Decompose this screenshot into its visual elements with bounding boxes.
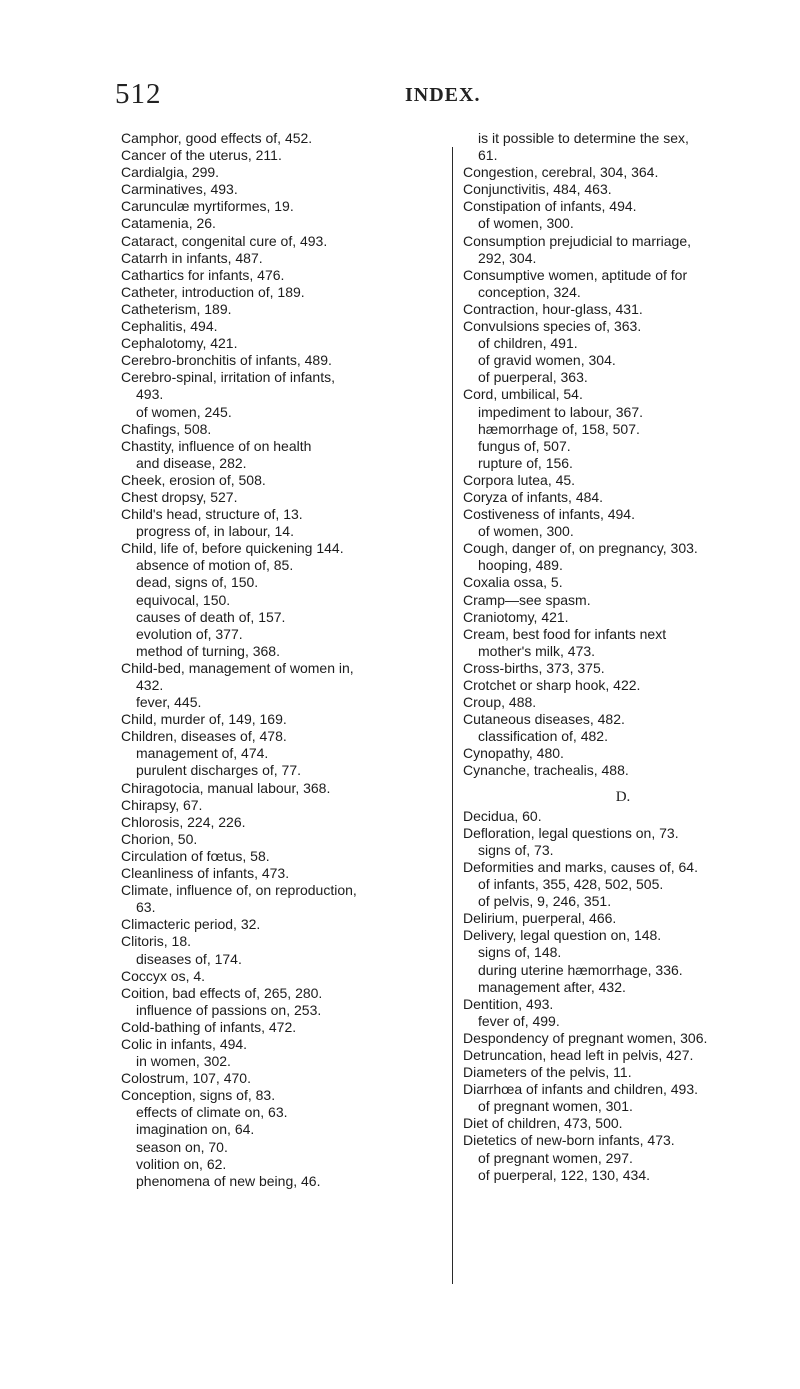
index-entry: Cardialgia, 299. (121, 164, 220, 181)
index-entry-continuation: 63. (136, 899, 156, 916)
index-subentry: fever, 445. (136, 694, 202, 711)
index-entry: Carunculæ myrtiformes, 19. (121, 198, 294, 215)
index-subentry: volition on, 62. (136, 1155, 227, 1172)
index-entry: Climacteric period, 32. (121, 916, 261, 933)
index-subentry: is it possible to determine the sex, (478, 130, 689, 146)
index-entry: Coxalia ossa, 5. (463, 574, 563, 591)
index-entry: Cross-births, 373, 375. (463, 659, 605, 676)
index-subentry: of children, 491. (478, 335, 578, 352)
index-entry: Consumption prejudicial to marriage, (463, 232, 691, 249)
index-entry: Delirium, puerperal, 466. (463, 910, 617, 927)
index-entry: Catheter, introduction of, 189. (121, 283, 305, 300)
index-entry: Cerebro-spinal, irritation of infants, (121, 369, 335, 386)
running-title: INDEX. (405, 84, 481, 106)
index-entry-continuation: and disease, 282. (136, 454, 247, 471)
index-entry: Convulsions species of, 363. (463, 318, 642, 335)
index-entry: Chiragotocia, manual labour, 368. (121, 779, 331, 796)
index-subentry: absence of motion of, 85. (136, 557, 294, 574)
index-subentry: equivocal, 150. (136, 591, 231, 608)
index-entry-continuation: conception, 324. (478, 283, 581, 300)
index-subentry: evolution of, 377. (136, 625, 243, 642)
index-entry: Colic in infants, 494. (121, 1035, 248, 1052)
index-entry: Chorion, 50. (121, 830, 198, 847)
index-subentry: of pregnant women, 301. (478, 1098, 633, 1115)
section-letter-heading: D. (615, 788, 631, 805)
index-entry: Dietetics of new-born infants, 473. (463, 1132, 675, 1149)
page-header (0, 78, 800, 118)
index-entry: Child, life of, before quickening 144. (121, 540, 344, 557)
index-entry-continuation: mother's milk, 473. (478, 642, 596, 659)
index-subentry: fever of, 499. (478, 1012, 560, 1029)
index-entry: Catarrh in infants, 487. (121, 249, 263, 266)
index-entry: Dentition, 493. (463, 995, 554, 1012)
index-subentry: purulent discharges of, 77. (136, 762, 301, 779)
index-subentry: of pelvis, 9, 246, 351. (478, 893, 612, 910)
index-subentry: rupture of, 156. (478, 454, 573, 471)
index-subentry: hooping, 489. (478, 557, 563, 574)
index-entry: Delivery, legal question on, 148. (463, 927, 662, 944)
index-entry: Cerebro-bronchitis of infants, 489. (121, 352, 332, 369)
index-entry: Cough, danger of, on pregnancy, 303. (463, 540, 698, 557)
index-entry: Circulation of fœtus, 58. (121, 847, 270, 864)
index-subentry: management of, 474. (136, 745, 269, 762)
index-subentry: dead, signs of, 150. (136, 574, 259, 591)
index-entry: Cold-bathing of infants, 472. (121, 1018, 297, 1035)
index-entry: Cynanche, trachealis, 488. (463, 762, 629, 779)
index-entry: Despondency of pregnant women, 306. (463, 1029, 708, 1046)
index-entry: Catheterism, 189. (121, 300, 232, 317)
index-entry: Carminatives, 493. (121, 181, 238, 198)
index-subentry: signs of, 73. (478, 841, 554, 858)
index-entry-continuation: 292, 304. (478, 249, 537, 266)
index-subentry: imagination on, 64. (136, 1121, 255, 1138)
index-subentry: of women, 300. (478, 523, 574, 540)
index-subentry: signs of, 148. (478, 944, 562, 961)
index-entry: Cynopathy, 480. (463, 745, 564, 762)
index-entry: Coition, bad effects of, 265, 280. (121, 984, 323, 1001)
index-entry: Crotchet or sharp hook, 422. (463, 677, 641, 693)
index-subentry: season on, 70. (136, 1138, 228, 1155)
index-entry: Child's head, structure of, 13. (121, 506, 303, 523)
index-entry: Chirapsy, 67. (121, 796, 203, 813)
index-entry: Child, murder of, 149, 169. (121, 711, 287, 728)
index-entry: Chastity, influence of on health (121, 437, 312, 454)
index-entry: Coccyx os, 4. (121, 967, 206, 984)
index-subentry: during uterine hæmorrhage, 336. (478, 961, 683, 978)
index-entry: Children, diseases of, 478. (121, 728, 287, 745)
index-entry: Craniotomy, 421. (463, 608, 569, 625)
index-subentry: impediment to labour, 367. (478, 403, 643, 420)
index-entry: Cutaneous diseases, 482. (463, 711, 625, 728)
index-entry: Conjunctivitis, 484, 463. (463, 181, 612, 198)
index-entry: Cathartics for infants, 476. (121, 266, 285, 283)
column-divider (452, 147, 453, 1284)
index-entry: Catamenia, 26. (121, 215, 216, 232)
index-entry: Cephalotomy, 421. (121, 335, 238, 352)
index-subentry: of puerperal, 363. (478, 369, 588, 386)
index-subentry: fungus of, 507. (478, 437, 571, 454)
index-subentry: 61. (478, 147, 498, 164)
index-entry: Cancer of the uterus, 211. (121, 147, 282, 164)
index-entry: Consumptive women, aptitude of for (463, 266, 688, 283)
index-entry: Cheek, erosion of, 508. (121, 471, 266, 488)
index-entry: Detruncation, head left in pelvis, 427. (463, 1046, 694, 1063)
index-entry: Croup, 488. (463, 694, 537, 711)
index-subentry: hæmorrhage of, 158, 507. (478, 420, 640, 437)
index-entry: Colostrum, 107, 470. (121, 1070, 251, 1087)
index-entry: Chafings, 508. (121, 420, 212, 437)
index-entry: Chest dropsy, 527. (121, 488, 238, 505)
index-subentry: progress of, in labour, 14. (136, 523, 294, 540)
index-entry: Diarrhœa of infants and children, 493. (463, 1081, 699, 1098)
index-subentry: phenomena of new being, 46. (136, 1172, 321, 1189)
index-entry: Decidua, 60. (463, 807, 542, 824)
index-entry: Cream, best food for infants next (463, 625, 667, 642)
index-entry: Conception, signs of, 83. (121, 1087, 276, 1104)
right-index-column (463, 130, 783, 1184)
index-subentry: of women, 245. (136, 403, 232, 420)
index-subentry: classification of, 482. (478, 728, 608, 745)
index-entry: Climate, influence of, on reproduction, (121, 882, 357, 899)
page-number: 512 (115, 78, 162, 110)
index-subentry: causes of death of, 157. (136, 608, 286, 625)
index-entry: Diameters of the pelvis, 11. (463, 1064, 632, 1081)
index-entry: Defloration, legal questions on, 73. (463, 824, 679, 841)
index-subentry: in women, 302. (136, 1053, 231, 1070)
index-entry: Constipation of infants, 494. (463, 198, 637, 215)
index-subentry: of infants, 355, 428, 502, 505. (478, 876, 664, 893)
index-entry: Diet of children, 473, 500. (463, 1115, 623, 1132)
index-entry: Chlorosis, 224, 226. (121, 813, 246, 830)
index-entry: Clitoris, 18. (121, 933, 192, 950)
index-entry: Deformities and marks, causes of, 64. (463, 858, 698, 875)
index-entry: Congestion, cerebral, 304, 364. (463, 164, 659, 181)
index-subentry: of gravid women, 304. (478, 352, 616, 369)
index-entry-continuation: 432. (136, 677, 164, 693)
index-subentry: influence of passions on, 253. (136, 1001, 322, 1018)
index-subentry: of women, 300. (478, 215, 574, 232)
index-subentry: method of turning, 368. (136, 642, 280, 659)
index-subentry: effects of climate on, 63. (136, 1104, 288, 1121)
index-subentry: management after, 432. (478, 978, 626, 995)
index-entry: Cramp—see spasm. (463, 591, 591, 608)
index-subentry: of pregnant women, 297. (478, 1149, 633, 1166)
left-index-column (121, 130, 441, 1190)
index-entry: Cord, umbilical, 54. (463, 386, 583, 403)
index-entry: Corpora lutea, 45. (463, 471, 576, 488)
index-entry: Coryza of infants, 484. (463, 488, 604, 505)
index-entry-continuation: 493. (136, 386, 164, 403)
index-entry: Contraction, hour-glass, 431. (463, 300, 643, 317)
index-entry: Cataract, congenital cure of, 493. (121, 232, 328, 249)
index-entry: Cephalitis, 494. (121, 318, 218, 335)
index-subentry: of puerperal, 122, 130, 434. (478, 1166, 651, 1183)
index-entry: Camphor, good effects of, 452. (121, 130, 313, 146)
index-entry: Child-bed, management of women in, (121, 659, 354, 676)
index-subentry: diseases of, 174. (136, 950, 242, 967)
index-entry: Cleanliness of infants, 473. (121, 865, 290, 882)
index-entry: Costiveness of infants, 494. (463, 506, 635, 523)
